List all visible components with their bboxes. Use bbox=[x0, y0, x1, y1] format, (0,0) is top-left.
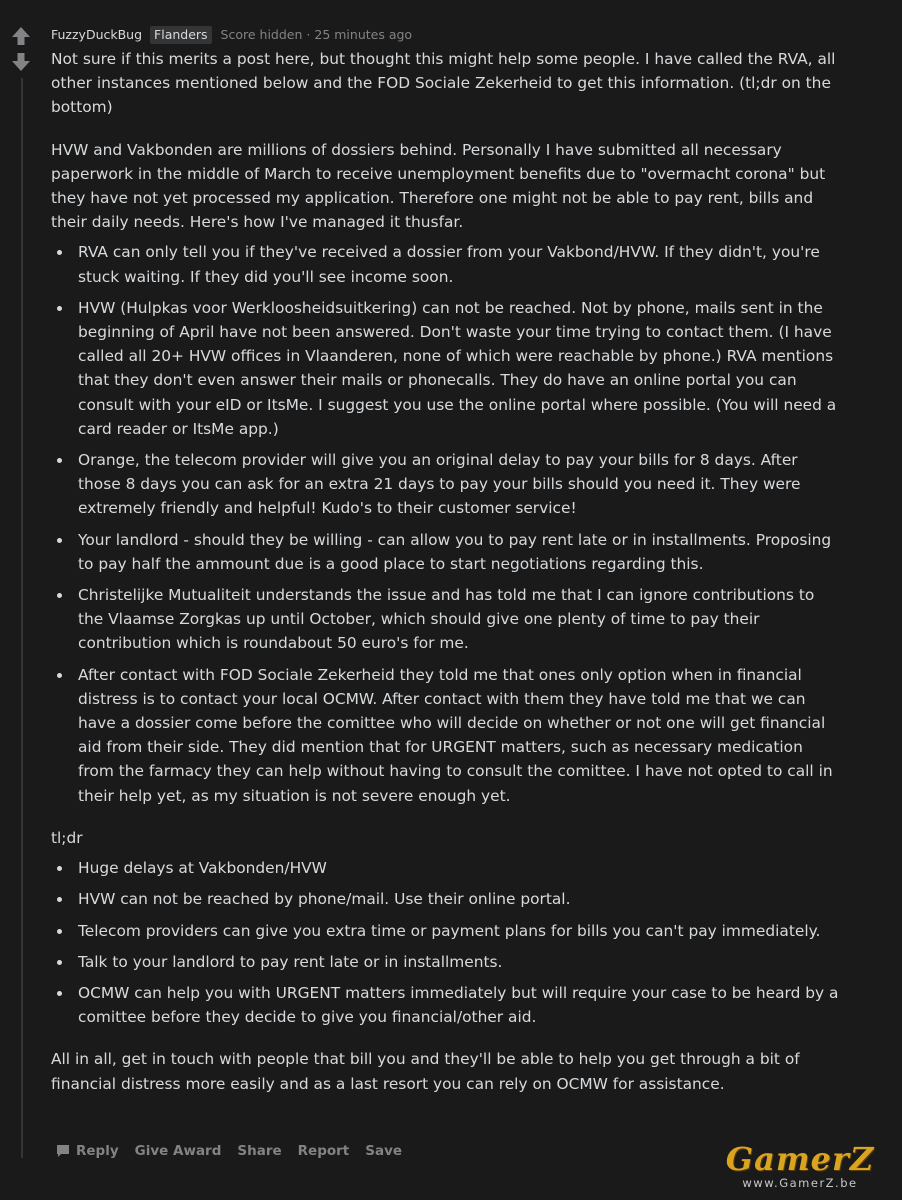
list-item: Christelijke Mutualiteit understands the issue and has told me that I can ignore contributions to the Vlaamse Zorgkas up until October, which should give one plenty of time to pay their contribution which is roundabout 50 euro's for me. bbox=[78, 583, 841, 656]
report-button[interactable] bbox=[298, 1143, 350, 1159]
give-award-label: Give Award bbox=[134, 1143, 222, 1159]
list-item: Huge delays at Vakbonden/HVW bbox=[78, 856, 841, 880]
report-label: Report bbox=[297, 1143, 350, 1159]
list-item: RVA can only tell you if they've received a dossier from your Vakbond/HVW. If they didn't, you're stuck waiting. If they did you'll see income soon. bbox=[78, 240, 841, 288]
closing-paragraph: All in all, get in touch with people that bill you and they'll be able to help you get through a bit of financial distress more easily and as a last resort you can rely on OCMW for assistance. bbox=[51, 1050, 800, 1093]
watermark-logo bbox=[716, 1142, 884, 1190]
share-label: Share bbox=[237, 1143, 282, 1159]
watermark-url: www.GamerZ.be bbox=[742, 1176, 858, 1190]
comment-bubble-icon bbox=[55, 1143, 71, 1159]
author-link[interactable]: FuzzyDuckBug bbox=[51, 27, 143, 42]
save-label: Save bbox=[365, 1143, 403, 1159]
list-item: Telecom providers can give you extra time or payment plans for bills you can't pay immediately. bbox=[78, 919, 841, 943]
intro-paragraph: Not sure if this merits a post here, but thought this might help some people. I have called the RVA, all other instances mentioned below and the FOD Sociale Zekerheid to get this information. (tl;dr on the bottom) bbox=[51, 50, 836, 117]
list-item: After contact with FOD Sociale Zekerheid they told me that ones only option when in financial distress is to contact your local OCMW. After contact with them they have told me that we can have a dossier come before the comittee who will decide on whether or not one will get financial aid from their side. They did mention that for URGENT matters, such as necessary medication from the farmacy they can help without having to consult the comittee. I have not opted to call in their help yet, as my situation is not severe enough yet. bbox=[78, 663, 841, 808]
vote-column bbox=[10, 26, 34, 72]
tldr-list bbox=[51, 856, 841, 1029]
reply-label: Reply bbox=[76, 1143, 119, 1159]
list-item: HVW can not be reached by phone/mail. Use their online portal. bbox=[78, 887, 841, 911]
give-award-button[interactable] bbox=[135, 1143, 222, 1159]
watermark-logo-text: GamerZ bbox=[725, 1140, 875, 1178]
list-item: Your landlord - should they be willing - can allow you to pay rent late or in installments. Proposing to pay half the ammount due is a good place to start negotiations regarding this. bbox=[78, 528, 841, 576]
timestamp[interactable]: 25 minutes ago bbox=[314, 27, 413, 42]
list-item: Talk to your landlord to pay rent late or in installments. bbox=[78, 950, 841, 974]
comment bbox=[51, 24, 841, 1096]
list-item: Orange, the telecom provider will give you an original delay to pay your bills for 8 days. After those 8 days you can ask for an extra 21 days to pay your bills should you need it. They were extremely friendly and helpful! Kudo's to their customer service! bbox=[78, 448, 841, 521]
meta-separator: · bbox=[306, 27, 311, 42]
save-button[interactable] bbox=[365, 1143, 402, 1159]
list-item: HVW (Hulpkas voor Werkloosheidsuitkering) can not be reached. Not by phone, mails sent in the beginning of April have not been answered. Don't waste your time trying to contact them. (I have called all 20+ HVW offices in Vlaanderen, none of which were reachable by phone.) RVA mentions that they don't even answer their mails or phonecalls. They do have an online portal you can consult with your eID or ItsMe. I suggest you use the online portal where possible. (You will need a card reader or ItsMe app.) bbox=[78, 296, 841, 441]
info-list bbox=[51, 240, 841, 807]
comment-meta bbox=[51, 24, 841, 46]
context-paragraph: HVW and Vakbonden are millions of dossiers behind. Personally I have submitted all necessary paperwork in the middle of March to receive unemployment benefits due to "overmacht corona" but they have not yet processed my application. Therefore one might not be able to pay rent, bills and their daily needs. Here's how I've managed it thusfar. bbox=[51, 140, 826, 232]
share-button[interactable] bbox=[237, 1143, 281, 1159]
comment-actions bbox=[55, 1140, 418, 1162]
upvote-arrow-icon[interactable] bbox=[10, 26, 32, 46]
downvote-arrow-icon[interactable] bbox=[10, 52, 32, 72]
tldr-label: tl;dr bbox=[51, 828, 83, 847]
user-flair: Flanders bbox=[150, 26, 212, 44]
score-status: Score hidden bbox=[220, 27, 303, 42]
thread-line[interactable] bbox=[21, 78, 23, 1158]
reply-button[interactable] bbox=[55, 1143, 119, 1159]
comment-body bbox=[51, 47, 841, 1096]
list-item: OCMW can help you with URGENT matters immediately but will require your case to be heard by a comittee before they decide to give you financial/other aid. bbox=[78, 981, 841, 1029]
